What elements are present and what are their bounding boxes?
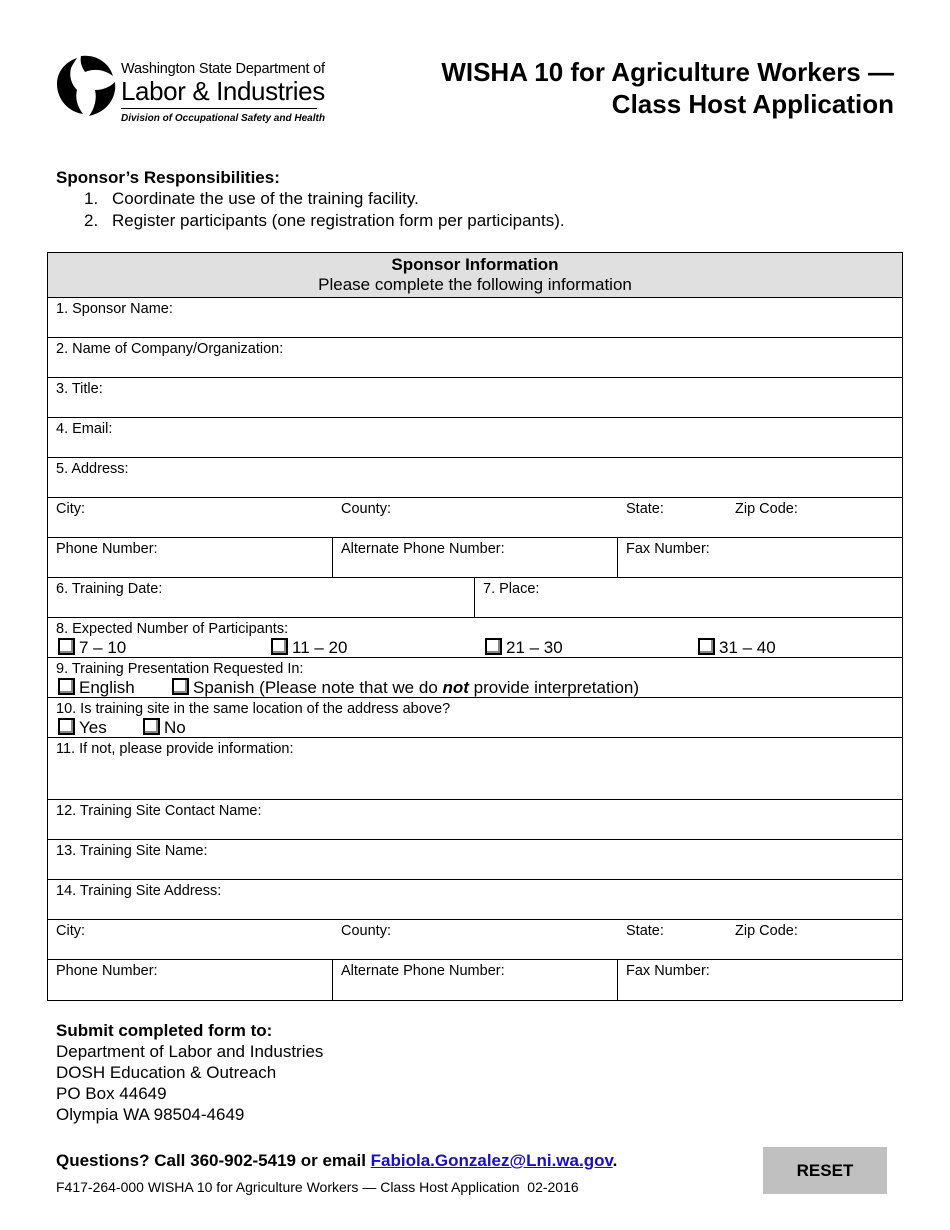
option-label: 11 – 20	[292, 638, 348, 657]
logo-line3: Division of Occupational Safety and Health	[121, 113, 325, 124]
site-zip-field[interactable]	[727, 920, 902, 959]
list-item-number: 2.	[84, 211, 99, 230]
place-label: 7. Place:	[483, 581, 540, 597]
sponsor-responsibilities	[56, 167, 565, 232]
form-header	[48, 253, 902, 298]
submit-heading: Submit completed form to:	[56, 1021, 273, 1040]
option-label: 7 – 10	[79, 638, 127, 657]
if-not-label: 11. If not, please provide information:	[56, 741, 294, 757]
language-option-english[interactable]	[58, 678, 135, 698]
submit-address-line: PO Box 44649	[56, 1084, 167, 1103]
submit-address-line: Olympia WA 98504-4649	[56, 1105, 245, 1124]
language-row	[48, 658, 902, 698]
checkbox-icon[interactable]	[143, 718, 160, 735]
county-field[interactable]	[333, 498, 618, 537]
state-label: State:	[626, 501, 664, 517]
list-item	[84, 210, 565, 232]
participants-option-31-40[interactable]	[698, 638, 776, 658]
phone-label: Phone Number:	[56, 963, 158, 979]
phone-field[interactable]	[48, 538, 333, 577]
alt-phone-field[interactable]	[333, 538, 618, 577]
checkbox-icon[interactable]	[485, 638, 502, 655]
city-field[interactable]	[48, 498, 333, 537]
sponsor-information-form	[47, 252, 903, 1001]
option-emphasis: not	[442, 678, 469, 697]
checkbox-icon[interactable]	[698, 638, 715, 655]
participants-option-21-30[interactable]	[485, 638, 563, 658]
city-row	[48, 498, 902, 538]
company-label: 2. Name of Company/Organization:	[56, 341, 284, 357]
submit-address	[56, 1020, 323, 1125]
address-field[interactable]	[48, 458, 902, 498]
zip-field[interactable]	[727, 498, 902, 537]
sponsor-name-field[interactable]	[48, 298, 902, 338]
option-label: 31 – 40	[719, 638, 776, 657]
page-title-line1: WISHA 10 for Agriculture Workers —	[441, 57, 894, 87]
site-phone-row	[48, 960, 902, 1000]
zip-label: Zip Code:	[735, 501, 798, 517]
checkbox-icon[interactable]	[58, 678, 75, 695]
option-label: English	[79, 678, 135, 697]
lni-logo-text	[121, 52, 325, 126]
site-city-row	[48, 920, 902, 960]
option-label: provide interpretation)	[468, 678, 640, 697]
language-options	[56, 678, 902, 698]
zip-label: Zip Code:	[735, 923, 798, 939]
title-label: 3. Title:	[56, 381, 103, 397]
same-location-options	[56, 718, 902, 738]
fax-field[interactable]	[618, 538, 902, 577]
questions-text: Questions? Call 360-902-5419 or email	[56, 1151, 371, 1170]
state-field[interactable]	[618, 498, 727, 537]
training-date-label: 6. Training Date:	[56, 581, 163, 597]
sponsor-name-label: 1. Sponsor Name:	[56, 301, 173, 317]
option-label: No	[164, 718, 186, 737]
site-alt-phone-field[interactable]	[333, 960, 618, 1000]
state-label: State:	[626, 923, 664, 939]
site-contact-field[interactable]	[48, 800, 902, 840]
lni-logo	[55, 52, 325, 128]
phone-label: Phone Number:	[56, 541, 158, 557]
site-county-field[interactable]	[333, 920, 618, 959]
submit-address-line: DOSH Education & Outreach	[56, 1063, 277, 1082]
same-location-yes[interactable]	[58, 718, 107, 738]
participants-row	[48, 618, 902, 658]
participants-option-11-20[interactable]	[271, 638, 347, 658]
responsibilities-list	[84, 188, 565, 232]
participants-options	[56, 638, 902, 658]
option-label: Yes	[79, 718, 107, 737]
email-label: 4. Email:	[56, 421, 113, 437]
participants-option-7-10[interactable]	[58, 638, 126, 658]
questions-line	[56, 1150, 617, 1171]
site-name-label: 13. Training Site Name:	[56, 843, 208, 859]
responsibilities-heading: Sponsor’s Responsibilities:	[56, 168, 280, 187]
county-label: County:	[341, 923, 391, 939]
list-item-text: Coordinate the use of the training facility.	[112, 189, 419, 208]
form-header-subtitle: Please complete the following information	[318, 275, 632, 294]
city-label: City:	[56, 501, 85, 517]
list-item	[84, 188, 565, 210]
alt-phone-label: Alternate Phone Number:	[341, 541, 505, 557]
email-field[interactable]	[48, 418, 902, 458]
date-place-row	[48, 578, 902, 618]
phone-row	[48, 538, 902, 578]
option-label: Spanish (Please note that we do	[193, 678, 443, 697]
checkbox-icon[interactable]	[271, 638, 288, 655]
checkbox-icon[interactable]	[58, 638, 75, 655]
page-title	[441, 56, 894, 120]
form-footer: F417-264-000 WISHA 10 for Agriculture Workers — Class Host Application 02-2016	[56, 1179, 579, 1195]
site-phone-field[interactable]	[48, 960, 333, 1000]
site-contact-label: 12. Training Site Contact Name:	[56, 803, 262, 819]
language-label: 9. Training Presentation Requested In:	[56, 661, 304, 677]
submit-address-line: Department of Labor and Industries	[56, 1042, 324, 1061]
company-field[interactable]	[48, 338, 902, 378]
title-field[interactable]	[48, 378, 902, 418]
site-name-field[interactable]	[48, 840, 902, 880]
reset-button[interactable]: RESET	[763, 1147, 887, 1194]
logo-line1: Washington State Department of	[121, 61, 325, 77]
list-item-text: Register participants (one registration form per participants).	[112, 211, 565, 230]
logo-line2: Labor & Industries	[121, 76, 325, 106]
training-date-field[interactable]	[48, 578, 475, 617]
questions-suffix: .	[612, 1151, 618, 1170]
site-address-label: 14. Training Site Address:	[56, 883, 222, 899]
option-label: 21 – 30	[506, 638, 563, 657]
fax-label: Fax Number:	[626, 541, 710, 557]
checkbox-icon[interactable]	[58, 718, 75, 735]
site-state-field[interactable]	[618, 920, 727, 959]
lni-logo-icon	[55, 54, 117, 118]
checkbox-icon[interactable]	[172, 678, 189, 695]
page-title-line2: Class Host Application	[611, 89, 894, 119]
same-location-row	[48, 698, 902, 738]
contact-email-link[interactable]: Fabiola.Gonzalez@Lni.wa.gov	[370, 1151, 613, 1170]
city-label: City:	[56, 923, 85, 939]
fax-label: Fax Number:	[626, 963, 710, 979]
site-city-field[interactable]	[48, 920, 333, 959]
same-location-label: 10. Is training site in the same location of the address above?	[56, 701, 451, 717]
participants-label: 8. Expected Number of Participants:	[56, 621, 289, 637]
same-location-no[interactable]	[143, 718, 186, 738]
alt-phone-label: Alternate Phone Number:	[341, 963, 505, 979]
form-header-title: Sponsor Information	[391, 255, 559, 274]
site-address-field[interactable]	[48, 880, 902, 920]
site-fax-field[interactable]	[618, 960, 902, 1000]
address-label: 5. Address:	[56, 461, 129, 477]
county-label: County:	[341, 501, 391, 517]
if-not-field[interactable]	[48, 738, 902, 800]
list-item-number: 1.	[84, 189, 99, 208]
place-field[interactable]	[475, 578, 902, 617]
language-option-spanish[interactable]	[172, 678, 639, 698]
